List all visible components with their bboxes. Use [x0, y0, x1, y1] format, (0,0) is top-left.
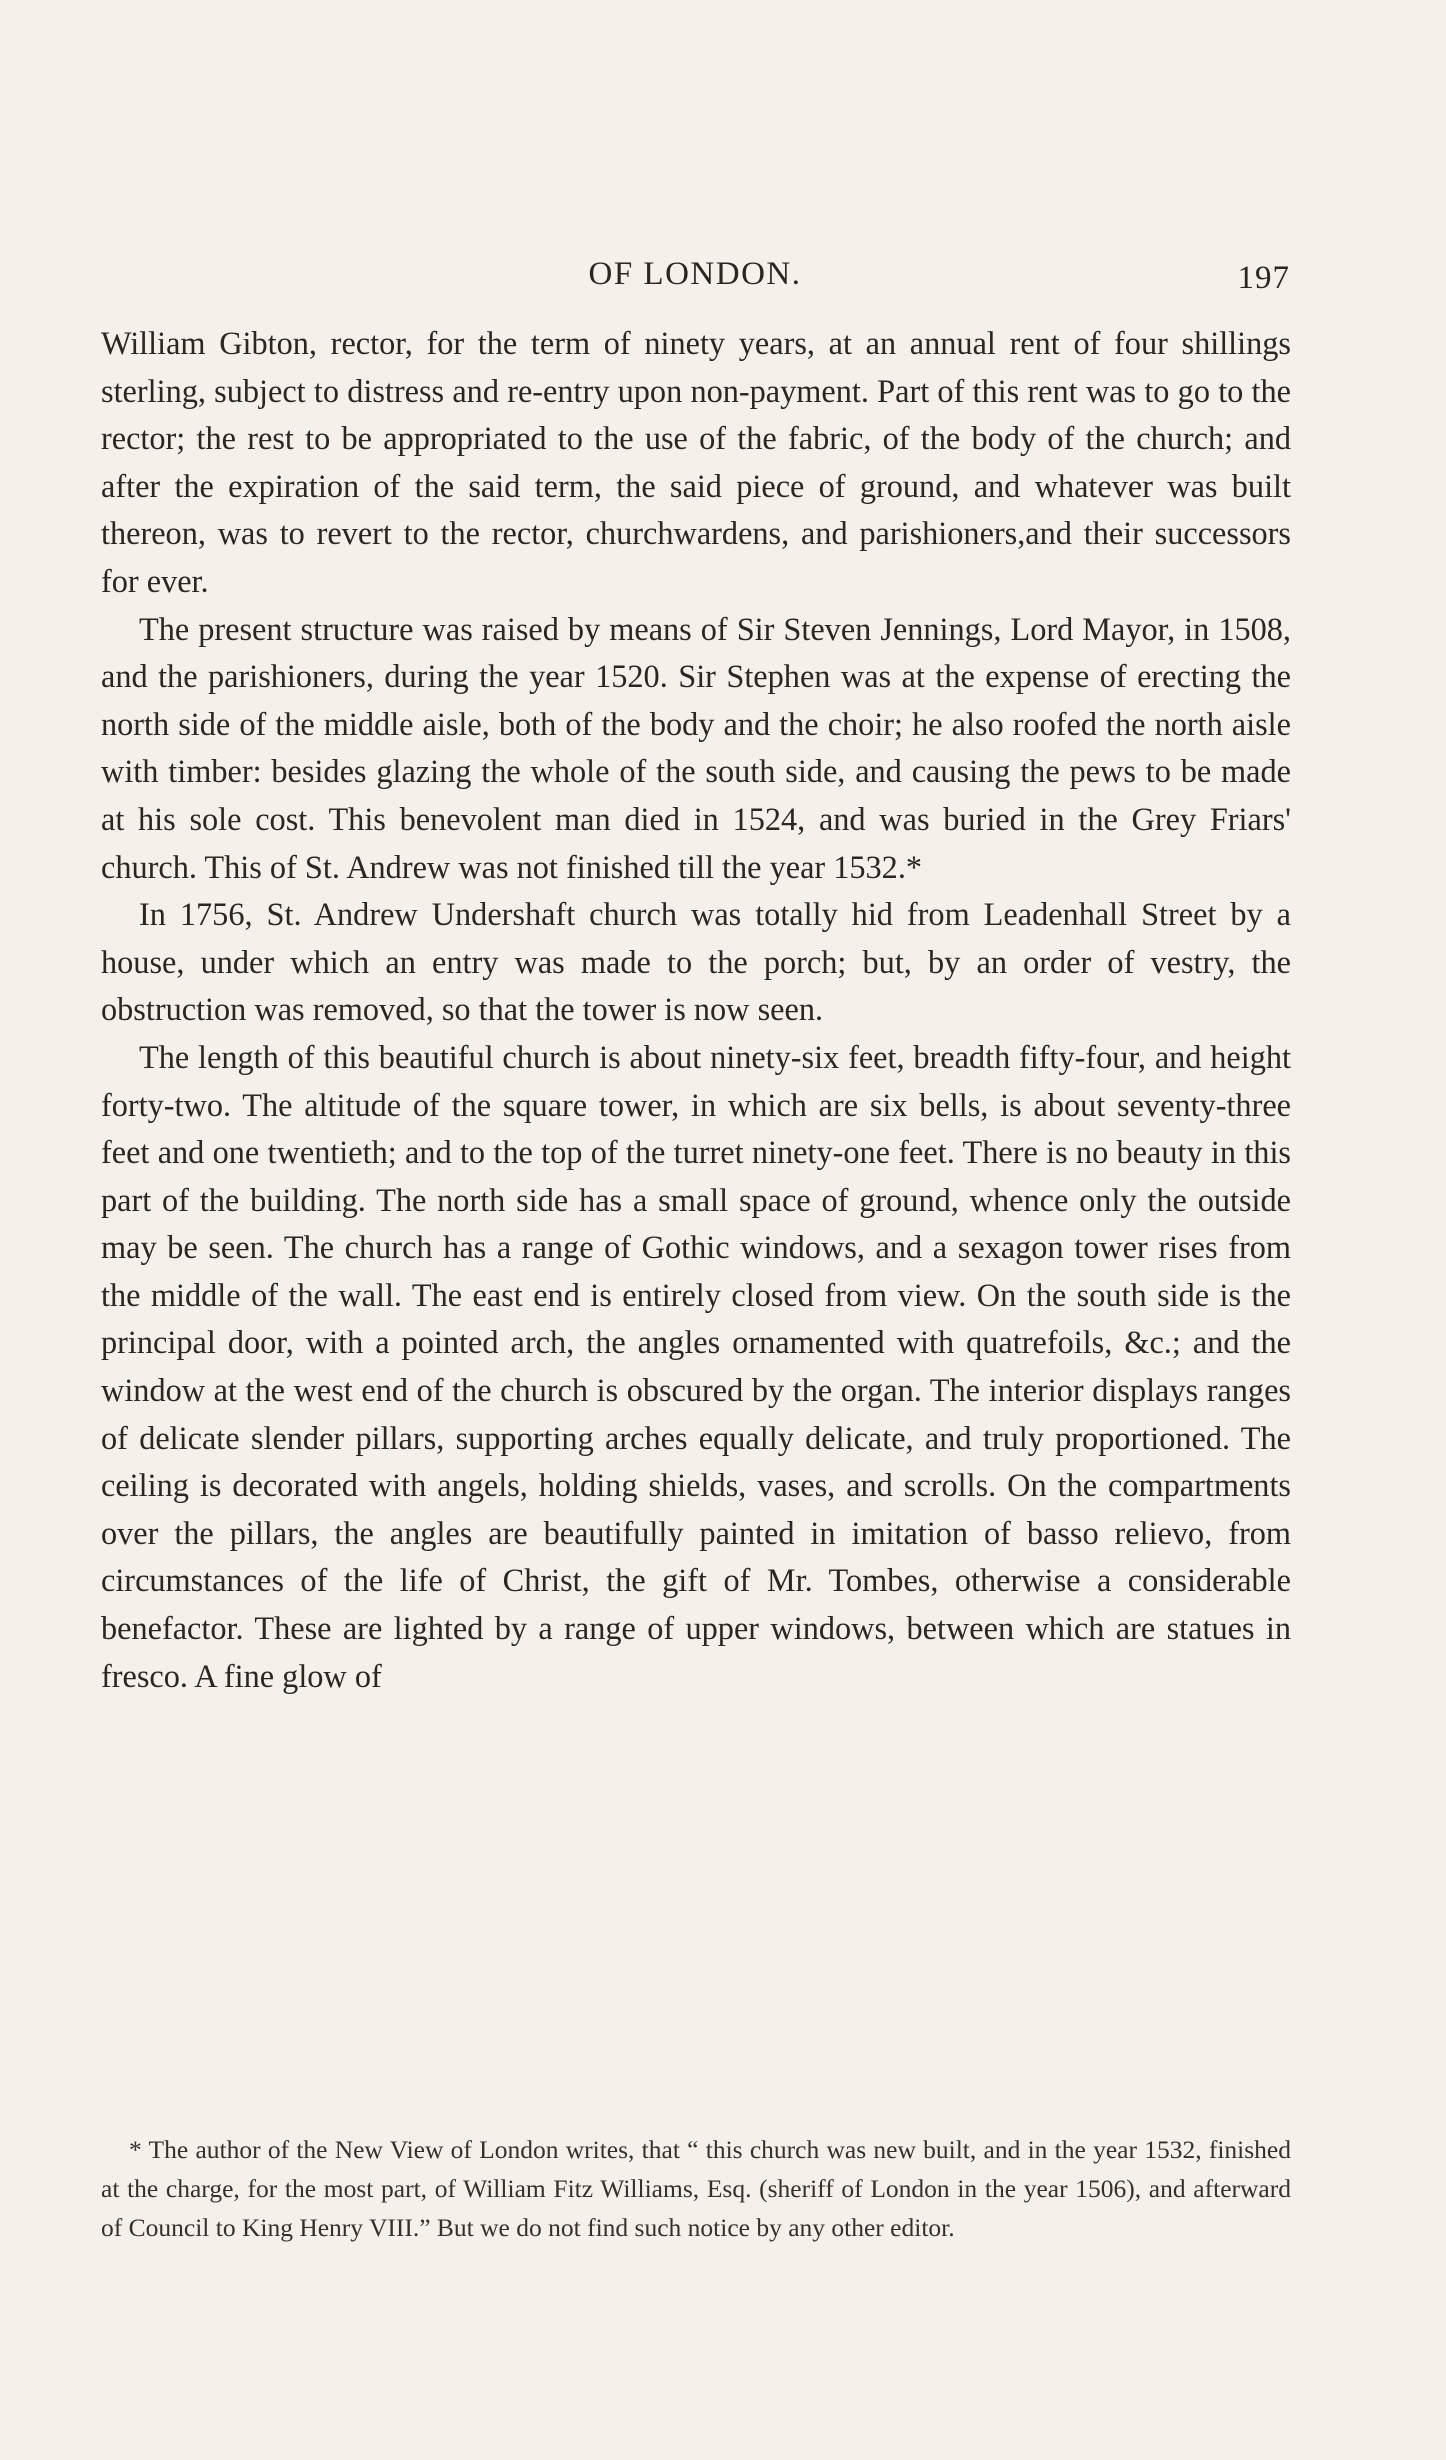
body-text [101, 320, 1291, 1700]
page-number: 197 [1237, 260, 1290, 296]
running-title: OF LONDON. [588, 256, 802, 292]
footnote: * The author of the New View of London writes, that “ this church was new built, and in the year 1532, finished at the charge, for the most part, of William Fitz Williams, Esq. (sheriff of London in the year 1506), and afterward of Council to King Henry VIII.” But we do not find such notice by any other editor. [101, 2135, 1291, 2242]
paragraph-church-description: The length of this beautiful church is about ninety-six feet, breadth fifty-four, and height forty-two. The altitude of the square tower, in which are six bells, is about seventy-three feet and one twentieth; and to the top of the turret ninety-one feet. There is no beauty in this part of the building. The north side has a small space of ground, whence only the outside may be seen. The church has a range of Gothic windows, and a sexagon tower rises from the middle of the wall. The east end is entirely closed from view. On the south side is the principal door, with a pointed arch, the angles ornamented with quatrefoils, &c.; and the window at the west end of the church is obscured by the organ. The interior displays ranges of delicate slender pillars, supporting arches equally delicate, and truly proportioned. The ceiling is decorated with angels, holding shields, vases, and scrolls. On the compartments over the pillars, the angles are beautifully painted in imitation of basso relievo, from circumstances of the life of Christ, the gift of Mr. Tombes, otherwise a considerable benefactor. These are lighted by a range of upper windows, between which are statues in fresco. A fine glow of [101, 1038, 1291, 1694]
paragraph-present-structure: The present structure was raised by means of Sir Steven Jennings, Lord Mayor, in 1508, and the parishioners, during the year 1520. Sir Stephen was at the expense of erecting the north side of the middle aisle, both of the body and the choir; he also roofed the north aisle with timber: besides glazing the whole of the south side, and causing the pews to be made at his sole cost. This benevolent man died in 1524, and was buried in the Grey Friars' church. This of St. Andrew was not finished till the year 1532.* [101, 610, 1291, 885]
running-head [100, 252, 1290, 302]
paragraph-continued: William Gibton, rector, for the term of ninety years, at an annual rent of four shillings sterling, subject to distress and re-entry upon non-payment. Part of this rent was to go to the rector; the rest to be appropriated to the use of the fabric, of the body of the church; and after the expiration of the said term, the said piece of ground, and whatever was built thereon, was to revert to the rector, churchwardens, and parishioners,and their successors for ever. [101, 325, 1291, 599]
paragraph-1756: In 1756, St. Andrew Undershaft church was totally hid from Leadenhall Street by a house, under which an entry was made to the porch; but, by an order of vestry, the obstruction was removed, so that the tower is now seen. [101, 896, 1291, 1028]
